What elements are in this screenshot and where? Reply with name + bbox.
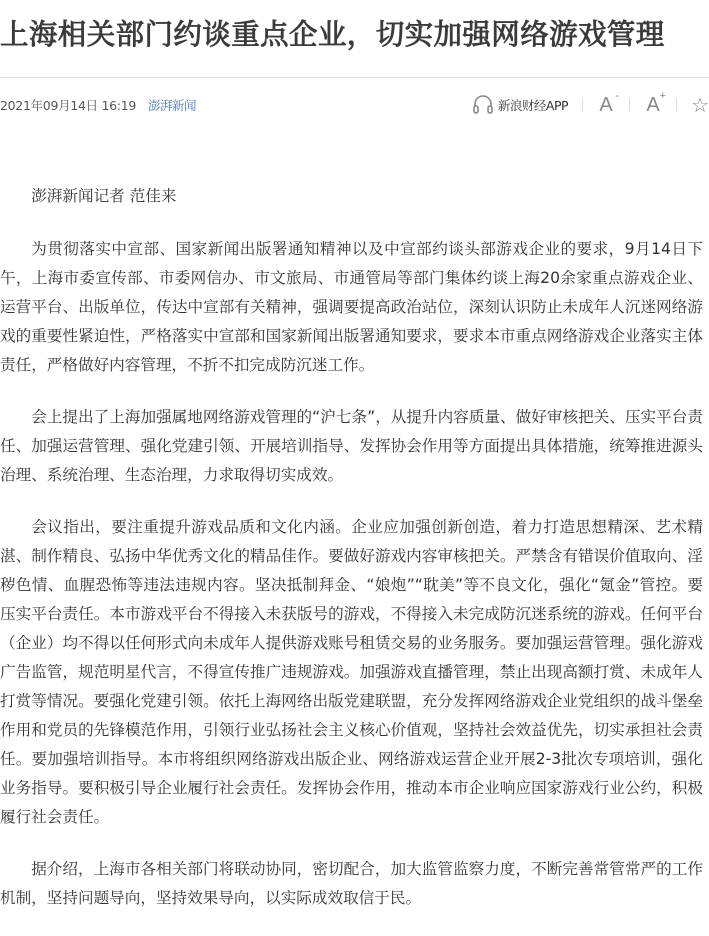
divider — [0, 77, 709, 78]
article-title: 上海相关部门约谈重点企业，切实加强网络游戏管理 — [0, 18, 665, 51]
article-body — [0, 182, 703, 936]
separator — [582, 98, 583, 112]
headphones-icon — [472, 94, 494, 117]
source-link[interactable]: 澎湃新闻 — [148, 98, 197, 113]
article-meta — [0, 89, 709, 117]
font-decrease-icon[interactable]: A - — [599, 89, 620, 116]
star-icon[interactable]: ☆ — [691, 93, 709, 117]
paragraph: 会上提出了上海加强属地网络游戏管理的“沪七条”，从提升内容质量、做好审核把关、压实平台责任、加强运营管理、强化党建引领、开展培训指导、发挥协会作用等方面提出具体措施，统筹推进源头治理、系统治理、生态治理，力求取得切实成效。 — [0, 408, 703, 484]
publish-date: 2021年09月14日 16:19 — [0, 98, 137, 113]
byline: 澎湃新闻记者 范佳来 — [31, 187, 177, 205]
article-tools — [472, 89, 709, 117]
separator — [676, 98, 677, 112]
font-increase-icon[interactable]: A + — [646, 89, 667, 116]
paragraph: 会议指出，要注重提升游戏品质和文化内涵。企业应加强创新创造，着力打造思想精深、艺术精湛、制作精良、弘扬中华优秀文化的精品佳作。要做好游戏内容审核把关。严禁含有错误价值取向、淫秽色情、血腥恐怖等违法违规内容。坚决抵制拜金、“娘炮”“耽美”等不良文化，强化“氪金”管控。要压实平台责任。本市游戏平台不得接入未获版号的游戏，不得接入未完成防沉迷系统的游戏。任何平台（企业）均不得以任何形式向未成年人提供游戏账号租赁交易的业务服务。要加强运营管理。强化游戏广告监管，规范明星代言，不得宣传推广违规游戏。加强游戏直播管理，禁止出现高额打赏、未成年人打赏等情况。要强化党建引领。依托上海网络出版党建联盟，充分发挥网络游戏企业党组织的战斗堡垒作用和党员的先锋模范作用，引领行业弘扬社会主义核心价值观，坚持社会效益优先，切实承担社会责任。要加强培训指导。本市将组织网络游戏出版企业、网络游戏运营企业开展2-3批次专项培训，强化业务指导。要积极引导企业履行社会责任。发挥协会作用，推动本市企业响应国家游戏行业公约，积极履行社会责任。 — [0, 518, 703, 826]
paragraph: 为贯彻落实中宣部、国家新闻出版署通知精神以及中宣部约谈头部游戏企业的要求，9月14日下午，上海市委宣传部、市委网信办、市文旅局、市通管局等部门集体约谈上海20余家重点游戏企业、运营平台、出版单位，传达中宣部有关精神，强调要提高政治站位，深刻认识防止未成年人沉迷网络游戏的重要性紧迫性，严格落实中宣部和国家新闻出版署通知要求，要求本市重点网络游戏企业落实主体责任，严格做好内容管理，不折不扣完成防沉迷工作。 — [0, 240, 703, 374]
separator — [629, 98, 630, 112]
app-label: 新浪财经APP — [497, 98, 569, 113]
paragraph: 据介绍，上海市各相关部门将联动协同，密切配合，加大监管监察力度，不断完善常管常严的工作机制，坚持问题导向，坚持效果导向，以实际成效取信于民。 — [0, 860, 703, 907]
app-listen-button[interactable] — [472, 94, 568, 117]
